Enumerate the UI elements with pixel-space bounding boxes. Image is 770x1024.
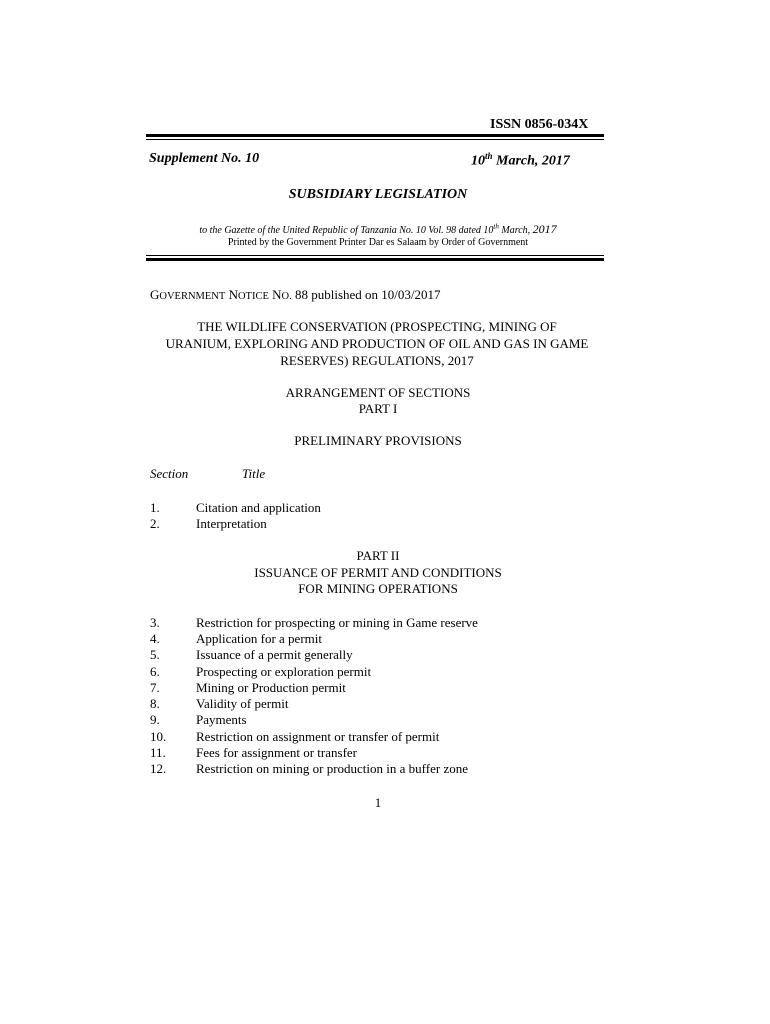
publication-date: 10th March, 2017 [471, 151, 570, 169]
page-number: 1 [374, 795, 382, 810]
section-title: Application for a permit [196, 631, 322, 646]
section-title: Restriction for prospecting or mining in Game reserve [196, 615, 478, 630]
section-number: 7. [150, 680, 160, 695]
printer-line: Printed by the Government Printer Dar es Salaam by Order of Government [227, 237, 529, 248]
regulation-title-line: URANIUM, EXPLORING AND PRODUCTION OF OIL AND GAS IN GAME [165, 336, 589, 351]
title-column-header: Title [242, 466, 266, 481]
section-number: 10. [150, 729, 167, 744]
section-number: 12. [150, 761, 167, 776]
part-one-title: PRELIMINARY PROVISIONS [294, 433, 462, 448]
section-title: Citation and application [196, 500, 321, 515]
government-notice: GOVERNMENT NOTICE NO. 88 published on 10/03/2017 [150, 287, 441, 302]
regulation-title-line: RESERVES) REGULATIONS, 2017 [280, 353, 474, 368]
arrangement-heading: ARRANGEMENT OF SECTIONS [285, 385, 471, 400]
part-two-title-line: ISSUANCE OF PERMIT AND CONDITIONS [254, 565, 502, 580]
section-number: 6. [150, 664, 160, 679]
section-title: Issuance of a permit generally [196, 647, 353, 662]
section-column-header: Section [150, 466, 189, 481]
header-rule-thin [146, 139, 604, 140]
part-two-title-line: FOR MINING OPERATIONS [298, 581, 458, 596]
section-title: Fees for assignment or transfer [196, 745, 358, 760]
section-title: Prospecting or exploration permit [196, 664, 372, 679]
subheader-rule-thick [146, 258, 604, 261]
section-number: 2. [150, 516, 160, 531]
section-title: Restriction on mining or production in a buffer zone [196, 761, 468, 776]
section-title: Restriction on assignment or transfer of permit [196, 729, 440, 744]
supplement-number: Supplement No. 10 [149, 151, 260, 166]
section-number: 8. [150, 696, 160, 711]
section-title: Payments [196, 712, 247, 727]
section-number: 3. [150, 615, 160, 630]
section-title: Interpretation [196, 516, 267, 531]
gazette-reference: to the Gazette of the United Republic of Tanzania No. 10 Vol. 98 dated 10th March, 2017 [199, 222, 557, 236]
section-number: 4. [150, 631, 160, 646]
subsidiary-legislation-heading: SUBSIDIARY LEGISLATION [288, 187, 468, 202]
section-number: 1. [150, 500, 160, 515]
part-two-heading: PART II [356, 548, 400, 563]
section-number: 11. [150, 745, 166, 760]
header-rule-thick [146, 134, 604, 137]
regulation-title [146, 318, 608, 369]
part-one-heading: PART I [358, 401, 398, 416]
section-number: 5. [150, 647, 160, 662]
section-title: Mining or Production permit [196, 680, 346, 695]
section-number: 9. [150, 712, 160, 727]
section-title: Validity of permit [196, 696, 289, 711]
subheader-rule-thin [146, 255, 604, 256]
issn-number: ISSN 0856-034X [490, 117, 589, 132]
regulation-title-line: THE WILDLIFE CONSERVATION (PROSPECTING, MINING OF [197, 319, 557, 334]
